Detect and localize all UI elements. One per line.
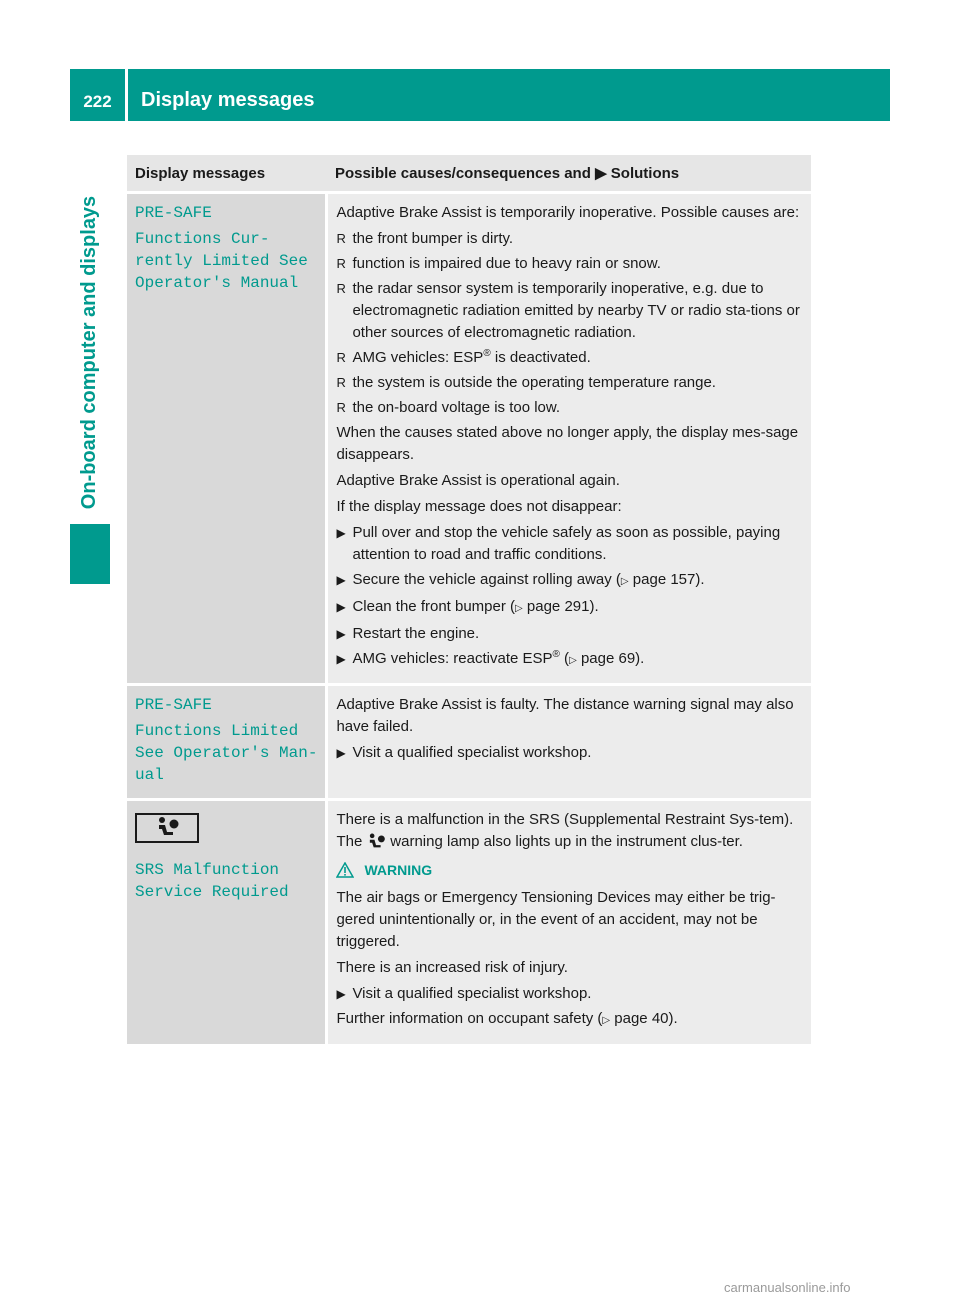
registered-mark: ®	[483, 348, 491, 359]
table-header-row	[127, 155, 811, 193]
bullet-text: function is impaired due to heavy rain or snow.	[352, 255, 661, 272]
step-text	[352, 596, 803, 620]
page-ref-icon: ▷	[515, 603, 523, 614]
list-item	[336, 596, 803, 620]
step-text: Visit a qualified specialist workshop.	[352, 744, 592, 761]
watermark: carmanualsonline.info	[724, 1280, 851, 1295]
paragraph	[336, 809, 803, 853]
page-ref: page 40).	[614, 1010, 678, 1027]
bullet-text: the radar sensor system is temporarily inoperative, e.g. due to electromagnetic radiation emitted by nearby TV or radio sta-tions or other sources of electromagnetic radiation.	[352, 280, 800, 341]
page-number: 222	[83, 92, 112, 111]
page-ref: page 291).	[526, 598, 599, 615]
bullet-icon: R	[336, 231, 346, 246]
list-item	[336, 623, 803, 645]
page-ref-icon: ▷	[569, 655, 577, 666]
col-header-display-messages: Display messages	[127, 155, 327, 193]
display-message-cell	[127, 800, 327, 1045]
bullet-icon: R	[336, 256, 346, 271]
table-row	[127, 800, 811, 1045]
list-item	[336, 253, 803, 275]
side-tab-block	[70, 524, 110, 584]
airbag-warning-icon-box	[135, 813, 199, 843]
bullet-text: the on-board voltage is too low.	[352, 399, 561, 416]
bullet-text: the front bumper is dirty.	[352, 230, 514, 247]
list-item	[336, 397, 803, 419]
paragraph: If the display message does not disappear:	[336, 498, 622, 515]
message-text-line: Functions Limited See Operator's Man‑ ual	[135, 722, 318, 784]
page-ref: page 69).	[580, 650, 645, 667]
step-text: Restart the engine.	[352, 625, 480, 642]
step-text-part: AMG vehicles: reactivate ESP	[352, 650, 553, 667]
page-ref-icon: ▷	[620, 576, 629, 587]
step-text: Pull over and stop the vehicle safely as soon as possible, paying attention to road and traffic conditions.	[352, 524, 781, 563]
step-arrow-icon: ▶	[336, 746, 346, 760]
list-item	[336, 569, 803, 593]
page-ref-icon: ▷	[602, 1015, 611, 1026]
bullet-icon: R	[336, 350, 346, 365]
paragraph: When the causes stated above no longer apply, the display mes-sage disappears.	[336, 424, 799, 463]
step-arrow-icon: ▶	[336, 573, 346, 587]
paragraph: There is an increased risk of injury.	[336, 959, 568, 976]
list-item	[336, 742, 803, 764]
step-text: AMG vehicles: reactivate ESP® (▷ page 69).	[352, 649, 645, 667]
step-text-part: Secure the vehicle against rolling away (	[352, 571, 621, 588]
solution-cell	[327, 685, 811, 800]
header-divider	[125, 69, 128, 121]
message-text-line: SRS Malfunction Service Required	[135, 861, 289, 901]
list-item	[336, 983, 803, 1005]
side-tab	[70, 121, 110, 584]
col-header-solutions-text: Solutions	[610, 165, 680, 182]
list-item	[336, 372, 803, 394]
step-arrow-icon: ▶	[336, 987, 346, 1001]
paragraph	[336, 1008, 803, 1032]
col-header-causes-solutions	[327, 155, 811, 193]
message-text-line: Functions Cur‑ rently Limited See Operator's Manual	[135, 230, 308, 292]
step-text-part: Clean the front bumper (	[352, 598, 516, 615]
list-item	[336, 278, 803, 344]
step-text	[352, 569, 803, 593]
warning-triangle-icon	[336, 862, 354, 878]
display-messages-table	[127, 155, 811, 1044]
col-header-causes-text: Possible causes/consequences and	[334, 165, 591, 182]
message-text-line: PRE-SAFE	[135, 696, 212, 714]
page-ref: page 157).	[632, 571, 705, 588]
solution-cell	[327, 193, 811, 685]
paragraph-part: Further information on occupant safety (	[336, 1010, 603, 1027]
list-item	[336, 648, 803, 672]
list-item	[336, 228, 803, 250]
bullet-icon: R	[336, 375, 346, 390]
bullet-text: the system is outside the operating temperature range.	[352, 374, 716, 391]
paragraph-part: warning lamp also lights up in the instrument clus-ter.	[390, 833, 743, 850]
bullet-icon: R	[336, 400, 346, 415]
paragraph-part: There is a malfunction in the SRS (Supplemental Restraint Sys-tem). The	[336, 811, 794, 850]
bullet-text-part: AMG vehicles: ESP	[352, 349, 484, 366]
paragraph: Adaptive Brake Assist is faulty. The distance warning signal may also have failed.	[336, 696, 794, 735]
cause-intro: Adaptive Brake Assist is temporarily inoperative. Possible causes are:	[336, 204, 800, 221]
message-text-line: PRE-SAFE	[135, 204, 212, 222]
step-arrow-icon: ▶	[336, 652, 346, 666]
registered-mark: ®	[552, 649, 560, 660]
step-arrow-icon: ▶	[595, 165, 607, 182]
solution-cell	[327, 800, 811, 1045]
paragraph: The air bags or Emergency Tensioning Devices may either be trig-gered unintentionally or, in the event of an accident, may not be triggered.	[336, 889, 776, 950]
bullet-text	[352, 347, 803, 369]
list-item	[336, 347, 803, 369]
step-arrow-icon: ▶	[336, 627, 346, 641]
step-text: Visit a qualified specialist workshop.	[352, 985, 592, 1002]
table-row	[127, 685, 811, 800]
list-item	[336, 522, 803, 566]
display-message-cell	[127, 685, 327, 800]
airbag-warning-icon	[154, 816, 180, 840]
step-arrow-icon: ▶	[336, 526, 346, 540]
warning-heading	[336, 859, 803, 881]
bullet-text-part: is deactivated.	[490, 349, 591, 366]
display-message-cell	[127, 193, 327, 685]
airbag-warning-icon	[366, 832, 386, 852]
side-tab-label: On-board computer and displays	[78, 195, 101, 510]
page-title: Display messages	[141, 89, 315, 111]
paragraph: Adaptive Brake Assist is operational again.	[336, 472, 620, 489]
warning-label: WARNING	[364, 862, 433, 878]
step-arrow-icon: ▶	[336, 600, 346, 614]
bullet-icon: R	[336, 281, 346, 296]
table-row	[127, 193, 811, 685]
